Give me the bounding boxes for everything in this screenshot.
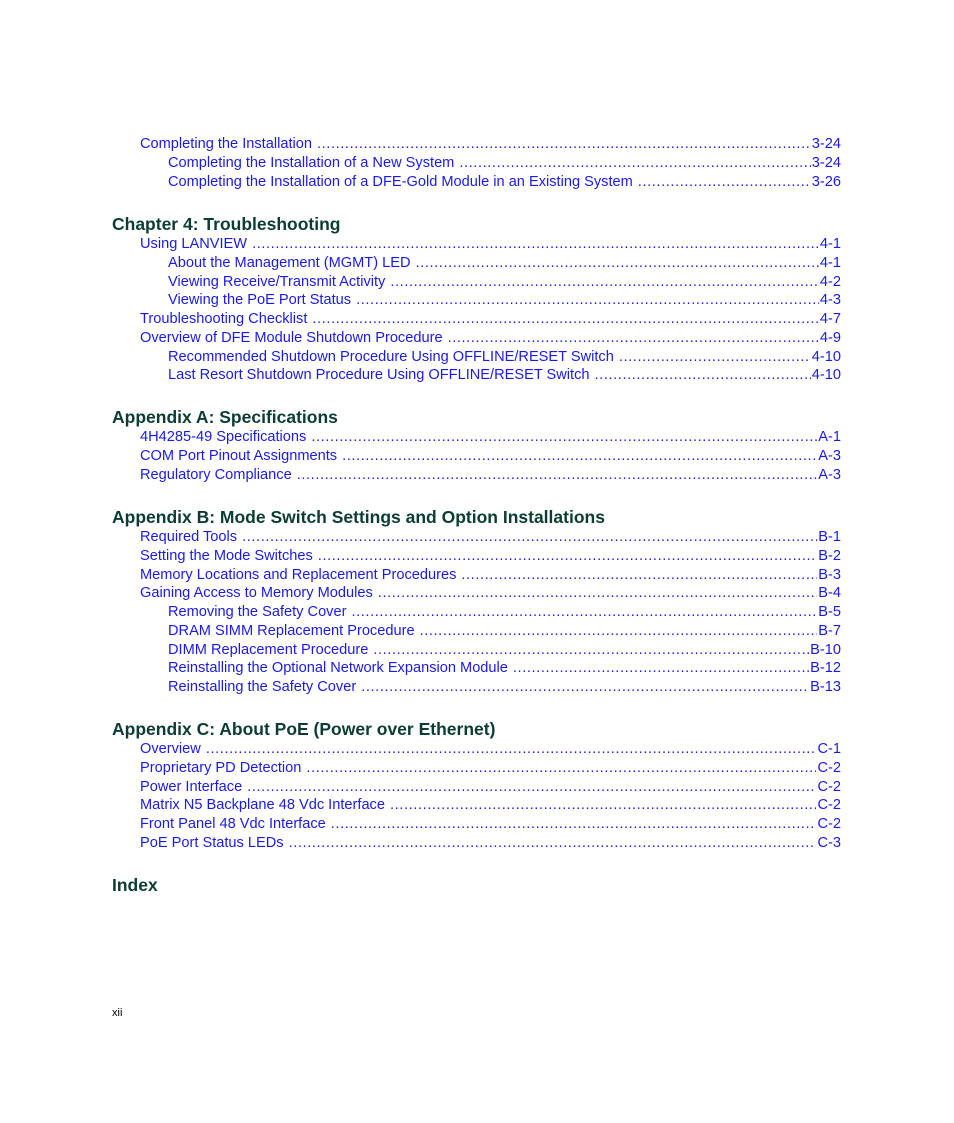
- dot-leader: [317, 135, 811, 154]
- toc-entry-page: B-2: [818, 547, 841, 564]
- toc-entry[interactable]: [168, 622, 841, 641]
- toc-entry[interactable]: [140, 135, 841, 154]
- toc-entry-title: Removing the Safety Cover: [168, 604, 347, 620]
- section-heading: Appendix B: Mode Switch Settings and Option Installations: [112, 507, 605, 527]
- toc-entry-title: Viewing the PoE Port Status: [168, 292, 352, 309]
- toc-entry-page: C-2: [817, 759, 841, 776]
- toc-entry-page: B-12: [810, 660, 841, 677]
- toc-entry-page: C-2: [817, 778, 841, 795]
- dot-leader: [390, 796, 817, 815]
- dot-leader: [356, 291, 819, 310]
- dot-leader: [619, 348, 811, 367]
- dot-leader: [448, 329, 819, 348]
- toc-entry-page: 4-7: [819, 311, 841, 327]
- toc-entry[interactable]: [168, 291, 841, 310]
- toc-entry-page: C-3: [817, 834, 841, 851]
- toc-entry-title: 4H4285-49 Specifications: [140, 429, 307, 445]
- dot-leader: [297, 466, 818, 485]
- dot-leader: [361, 678, 809, 697]
- toc-entry[interactable]: [168, 348, 841, 367]
- toc-entry[interactable]: [168, 254, 841, 273]
- toc-entry[interactable]: [140, 447, 841, 466]
- dot-leader: [373, 641, 809, 660]
- toc-entry-page: 4-1: [819, 254, 841, 271]
- toc-entry-title: Matrix N5 Backplane 48 Vdc Interface: [140, 797, 385, 814]
- toc-entry-page: B-10: [810, 641, 841, 658]
- dot-leader: [311, 428, 817, 447]
- toc-entry-page: 4-1: [819, 236, 841, 252]
- toc-entry-title: Regulatory Compliance: [140, 466, 292, 483]
- toc-entry-title: Gaining Access to Memory Modules: [140, 585, 373, 602]
- section-heading: Appendix C: About PoE (Power over Ethernet): [112, 719, 496, 739]
- toc-entry-title: Memory Locations and Replacement Procedures: [140, 566, 457, 583]
- toc-entry[interactable]: [140, 235, 841, 254]
- toc-entry-page: 3-24: [811, 154, 841, 171]
- toc-entry-title: COM Port Pinout Assignments: [140, 447, 338, 464]
- toc-entry-title: Front Panel 48 Vdc Interface: [140, 816, 326, 832]
- toc-entry[interactable]: [140, 834, 841, 853]
- toc-entry-page: 3-24: [811, 136, 841, 152]
- toc-entry-page: B-5: [818, 604, 841, 620]
- toc-entry-title: Completing the Installation: [140, 136, 312, 152]
- dot-leader: [459, 154, 810, 173]
- dot-leader: [306, 759, 816, 778]
- toc-entry[interactable]: [168, 173, 841, 192]
- toc-entry[interactable]: [140, 584, 841, 603]
- dot-leader: [461, 566, 817, 585]
- dot-leader: [416, 254, 819, 273]
- toc-entry-page: 4-2: [819, 273, 841, 290]
- toc-entry-page: 4-10: [811, 348, 841, 365]
- toc-entry[interactable]: [168, 678, 841, 697]
- toc-entry[interactable]: [168, 273, 841, 292]
- toc-entry[interactable]: [168, 603, 841, 622]
- toc-entry-title: Reinstalling the Safety Cover: [168, 679, 357, 695]
- toc-entry-title: Viewing Receive/Transmit Activity: [168, 273, 386, 290]
- dot-leader: [513, 659, 809, 678]
- toc-entry-title: DRAM SIMM Replacement Procedure: [168, 622, 415, 639]
- toc-entry[interactable]: [140, 815, 841, 834]
- toc-entry[interactable]: [140, 566, 841, 585]
- dot-leader: [252, 235, 819, 254]
- dot-leader: [390, 273, 819, 292]
- toc-entry-page: 4-3: [819, 292, 841, 309]
- toc-entry-title: About the Management (MGMT) LED: [168, 254, 411, 271]
- section-heading: Appendix A: Specifications: [112, 407, 338, 427]
- toc-entry-title: Overview of DFE Module Shutdown Procedure: [140, 329, 443, 346]
- toc-entry-title: Overview: [140, 741, 201, 757]
- dot-leader: [420, 622, 818, 641]
- dot-leader: [351, 603, 817, 622]
- toc-entry-title: Completing the Installation of a DFE-Gold Module in an Existing System: [168, 173, 633, 190]
- toc-entry-title: Recommended Shutdown Procedure Using OFFLINE/RESET Switch: [168, 348, 614, 365]
- toc-entry[interactable]: [168, 641, 841, 660]
- toc-entry-page: B-13: [810, 679, 841, 695]
- dot-leader: [378, 584, 817, 603]
- page-number: xii: [112, 1007, 123, 1019]
- toc-entry-page: A-3: [818, 466, 841, 483]
- toc-entry-title: Using LANVIEW: [140, 236, 248, 252]
- section-heading: Chapter 4: Troubleshooting: [112, 214, 341, 234]
- toc-entry-title: Required Tools: [140, 529, 238, 545]
- dot-leader: [289, 834, 817, 853]
- toc-entry-page: 3-26: [811, 173, 841, 190]
- toc-entry-title: Setting the Mode Switches: [140, 547, 313, 564]
- toc-entry-page: A-1: [818, 429, 841, 445]
- toc-entry-page: B-3: [818, 566, 841, 583]
- dot-leader: [342, 447, 817, 466]
- toc-entry[interactable]: [140, 528, 841, 547]
- dot-leader: [206, 740, 817, 759]
- toc-entry-title: PoE Port Status LEDs: [140, 834, 284, 851]
- toc-entry-page: B-4: [818, 585, 841, 602]
- toc-entry-title: Troubleshooting Checklist: [140, 311, 308, 327]
- section-heading: Index: [112, 875, 158, 895]
- toc-entry-title: DIMM Replacement Procedure: [168, 641, 369, 658]
- toc-entry-title: Proprietary PD Detection: [140, 759, 302, 776]
- toc-entry-title: Completing the Installation of a New System: [168, 154, 455, 171]
- toc-entry-page: C-1: [817, 741, 841, 757]
- toc-entry[interactable]: [140, 428, 841, 447]
- toc-entry-title: Power Interface: [140, 778, 243, 795]
- toc-entry[interactable]: [140, 740, 841, 759]
- dot-leader: [247, 778, 816, 797]
- toc-entry[interactable]: [140, 759, 841, 778]
- dot-leader: [242, 528, 817, 547]
- dot-leader: [595, 366, 811, 385]
- toc-entry-page: B-7: [818, 622, 841, 639]
- dot-leader: [331, 815, 817, 834]
- toc-entry[interactable]: [168, 659, 841, 678]
- toc-entry-page: C-2: [817, 816, 841, 832]
- toc-entry[interactable]: [140, 466, 841, 485]
- dot-leader: [638, 173, 811, 192]
- toc-entry[interactable]: [168, 366, 841, 385]
- toc-entry-page: C-2: [817, 797, 841, 814]
- toc-entry[interactable]: [140, 778, 841, 797]
- toc-entry[interactable]: [140, 547, 841, 566]
- toc-entry[interactable]: [140, 329, 841, 348]
- toc-entry-title: Reinstalling the Optional Network Expansion Module: [168, 660, 508, 677]
- dot-leader: [318, 547, 817, 566]
- toc-entry-page: A-3: [818, 447, 841, 464]
- toc-entry-page: B-1: [818, 529, 841, 545]
- dot-leader: [312, 310, 819, 329]
- toc-entry-page: 4-10: [811, 367, 841, 384]
- toc-entry-title: Last Resort Shutdown Procedure Using OFFLINE/RESET Switch: [168, 367, 590, 384]
- toc-entry-page: 4-9: [819, 329, 841, 346]
- toc-entry[interactable]: [168, 154, 841, 173]
- toc-entry[interactable]: [140, 796, 841, 815]
- toc-entry[interactable]: [140, 310, 841, 329]
